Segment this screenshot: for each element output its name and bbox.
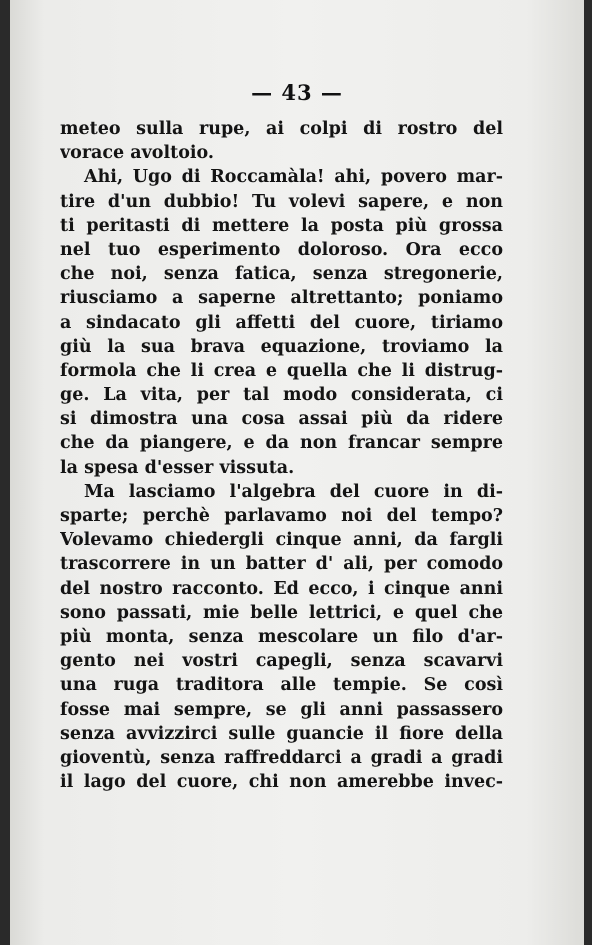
text-line: meteo sulla rupe, ai colpi di rostro del [60,119,503,139]
text-line: sono passati, mie belle lettrici, e quel che [60,602,503,623]
text-line: una ruga traditora alle tempie. Se così [60,675,503,696]
text-line: senza avvizzirci sulle guancie il fiore della [60,723,503,744]
text-line: nel tuo esperimento doloroso. Ora ecco [60,239,503,260]
text-line: formola che li crea e quella che li distrug- [60,360,503,381]
text-line: la spesa d'esser vissuta. [60,457,295,478]
text-line: che da piangere, e da non francar sempre [60,433,503,454]
text-line: che noi, senza fatica, senza stregonerie, [60,264,503,285]
book-page [10,0,584,945]
text-line: del nostro racconto. Ed ecco, i cinque anni [60,578,503,599]
text-line: Ma lasciamo l'algebra del cuore in di- [84,481,503,502]
text-line: vorace avoltoio. [60,143,214,164]
text-line: riusciamo a saperne altrettanto; poniamo [60,288,503,309]
text-line: Volevamo chiedergli cinque anni, da fargli [60,530,503,551]
text-line: ge. La vita, per tal modo considerata, ci [60,385,503,406]
text-line: il lago del cuore, chi non amerebbe invec- [60,772,503,793]
text-line: giù la sua brava equazione, troviamo la [60,336,503,357]
text-line: ti peritasti di mettere la posta più grossa [60,215,503,236]
text-line: Ahi, Ugo di Roccamàla! ahi, povero mar- [84,167,503,188]
text-line: gento nei vostri capegli, senza scavarvi [60,651,503,672]
text-line: a sindacato gli affetti del cuore, tiriamo [60,312,503,333]
body-text [60,117,503,794]
page-number: — 43 — [251,80,343,105]
text-line: gioventù, senza raffreddarci a gradi a gradi [60,747,503,768]
text-line: più monta, senza mescolare un filo d'ar- [60,626,503,647]
text-line: sparte; perchè parlavamo noi del tempo? [60,506,503,526]
text-line: tire d'un dubbio! Tu volevi sapere, e non [60,191,503,212]
text-line: fosse mai sempre, se gli anni passassero [60,699,503,720]
text-line: si dimostra una cosa assai più da ridere [60,409,503,430]
text-line: trascorrere in un batter d' ali, per comodo [60,554,503,575]
